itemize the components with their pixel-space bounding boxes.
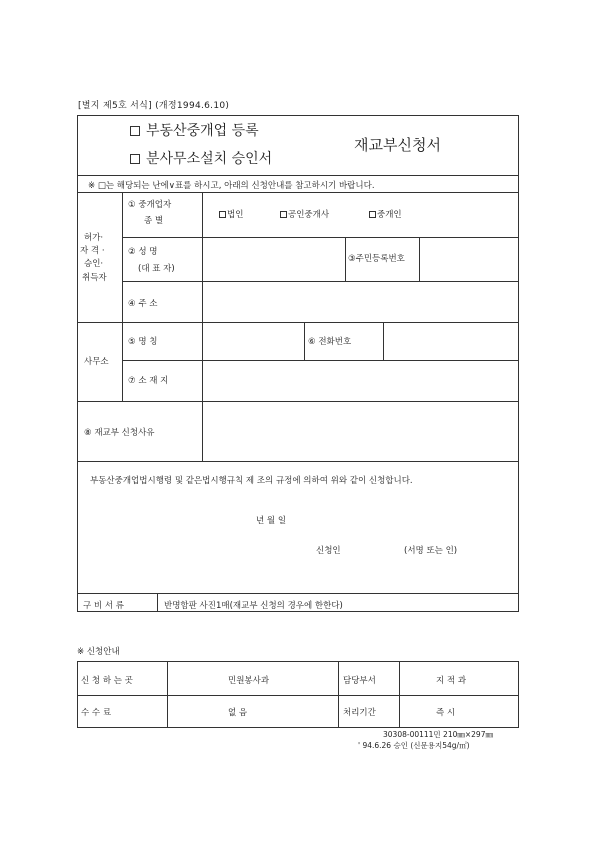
divider <box>157 593 158 611</box>
table-cell: 수 수 료 <box>81 708 112 718</box>
divider <box>383 322 384 360</box>
checkbox-icon[interactable] <box>369 211 376 218</box>
title-reissue: 재교부신청서 <box>354 136 441 154</box>
checkbox-icon[interactable] <box>219 211 226 218</box>
resident-number-label: ③주민등록번호 <box>348 254 405 264</box>
documents-label: 구 비 서 류 <box>83 601 124 611</box>
notice-text: ※ □는 해당되는 난에∨표를 하시고, 아래의 신청안내를 참고하시기 바랍니다. <box>88 181 375 191</box>
divider <box>122 281 518 282</box>
date-line: 년 월 일 <box>256 516 287 526</box>
divider <box>78 695 518 696</box>
address-label: ④ 주 소 <box>128 299 158 309</box>
licensee-group-label: 승인· <box>84 259 104 269</box>
form-number: [별지 제5호 서식] (개정1994.6.10) <box>78 101 230 111</box>
divider <box>78 593 518 594</box>
location-label: ⑦ 소 재 지 <box>128 376 169 386</box>
phone-label: ⑥ 전화번호 <box>308 337 352 347</box>
licensee-group-label: 자 격 · <box>80 246 105 256</box>
signature-label: (서명 또는 인) <box>404 546 458 556</box>
divider <box>345 237 346 281</box>
checkbox-icon[interactable] <box>280 211 287 218</box>
declaration-text: 부동산중개업법시행령 및 같은법시행규칙 제 조의 규정에 의하여 위와 같이 신청합니다. <box>90 476 413 486</box>
table-cell: 즉 시 <box>436 708 456 718</box>
licensee-group-label: 허가· <box>84 233 104 243</box>
divider <box>122 237 518 238</box>
name-label: ② 성 명 <box>128 247 158 257</box>
option-broker[interactable]: 중개인 <box>369 208 402 220</box>
divider <box>78 461 518 462</box>
applicant-label: 신청인 <box>316 546 341 556</box>
title-line-2: 분사무소설치 승인서 <box>130 148 272 168</box>
guide-table <box>77 661 519 728</box>
representative-label: (대 표 자) <box>138 264 175 274</box>
business-type-label: 종 별 <box>144 216 164 226</box>
divider <box>78 192 518 193</box>
checkbox-icon[interactable] <box>130 126 140 136</box>
table-cell: 지 적 과 <box>436 676 467 686</box>
licensee-group-label: 취득자 <box>82 273 107 283</box>
table-cell: 신 청 하 는 곳 <box>81 676 133 686</box>
footer-code: 30308-00111민 210㎜×297㎜ <box>383 730 493 739</box>
divider <box>78 401 518 402</box>
divider <box>122 360 518 361</box>
divider <box>202 192 203 461</box>
office-name-label: ⑤ 명 칭 <box>128 337 158 347</box>
business-type-label: ① 중개업자 <box>128 200 172 210</box>
checkbox-icon[interactable] <box>130 154 140 164</box>
office-group-label: 사무소 <box>84 357 109 367</box>
reason-label: ⑧ 재교부 신청사유 <box>84 428 155 438</box>
divider <box>122 192 123 322</box>
table-cell: 담당부서 <box>343 676 376 686</box>
divider <box>78 322 518 323</box>
application-form <box>77 115 519 612</box>
table-cell: 처리기간 <box>343 708 376 718</box>
option-corporation[interactable]: 법인 <box>219 208 243 220</box>
table-cell: 없 음 <box>228 708 248 718</box>
footer-approval: ' 94.6.26 승인 (신문용지54g/㎡) <box>358 741 470 750</box>
divider <box>78 175 518 176</box>
divider <box>304 322 305 360</box>
table-cell: 민원봉사과 <box>228 676 270 686</box>
option-licensed-agent[interactable]: 공인중개사 <box>280 208 329 220</box>
divider <box>122 322 123 401</box>
title-line-1: 부동산중개업 등록 <box>130 120 259 140</box>
documents-value: 반명함판 사진1매(재교부 신청의 경우에 한한다) <box>164 601 343 611</box>
divider <box>419 237 420 281</box>
guide-title: ※ 신청안내 <box>77 647 120 657</box>
